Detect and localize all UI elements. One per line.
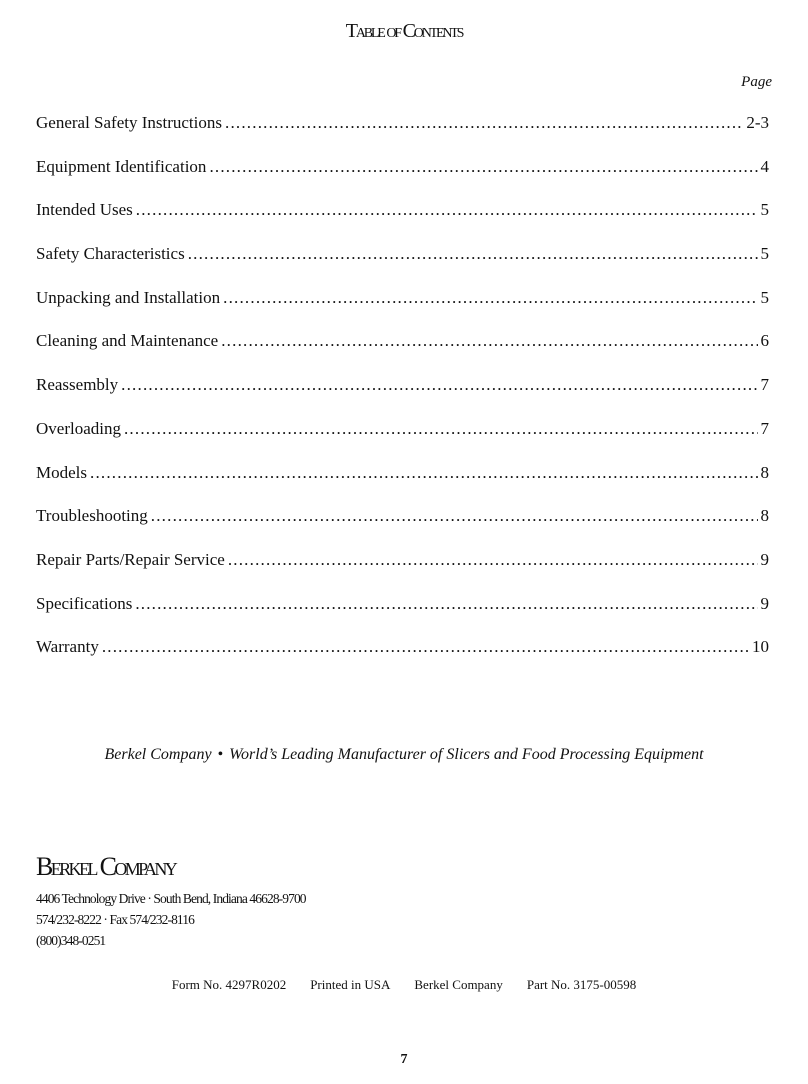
toc-entry bbox=[36, 244, 769, 288]
toc-entry-title: Intended Uses bbox=[36, 200, 133, 220]
company-phone-fax: 574/232-8222 · Fax 574/232-8116 bbox=[36, 912, 194, 927]
toc-entry bbox=[36, 463, 769, 507]
toc-entry-page: 5 bbox=[760, 244, 769, 264]
dot-leader bbox=[188, 244, 758, 264]
toc-entry bbox=[36, 375, 769, 419]
toc-entry-title: Equipment Identification bbox=[36, 156, 207, 176]
toc-entry bbox=[36, 288, 769, 332]
toc-entry bbox=[36, 594, 769, 638]
toc-entry bbox=[36, 113, 769, 157]
tagline bbox=[0, 746, 808, 764]
toc-entry bbox=[36, 550, 769, 594]
dot-leader bbox=[136, 200, 758, 220]
dot-leader bbox=[135, 594, 757, 614]
dot-leader bbox=[209, 157, 757, 177]
page-number: 7 bbox=[400, 1052, 408, 1067]
toc-entry-title: Models bbox=[36, 462, 87, 482]
dot-leader bbox=[228, 550, 758, 570]
toc-entry-title: Specifications bbox=[36, 593, 133, 613]
printed-in: Printed in USA bbox=[310, 977, 391, 992]
toc-entry-title: Reassembly bbox=[36, 375, 119, 395]
dot-leader bbox=[121, 375, 757, 395]
toc-entry-page: 6 bbox=[760, 331, 769, 351]
toc-entry-page: 10 bbox=[752, 637, 769, 657]
toc-entry bbox=[36, 506, 769, 550]
company-toll-free: (800)348-0251 bbox=[36, 933, 106, 948]
toc-entry-page: 7 bbox=[760, 375, 769, 395]
toc-entry bbox=[36, 331, 769, 375]
dot-leader bbox=[102, 637, 749, 657]
bullet-separator: • bbox=[217, 746, 224, 763]
toc-entry bbox=[36, 200, 769, 244]
toc-entry-page: 7 bbox=[760, 418, 769, 438]
tagline-company: Berkel Company bbox=[104, 746, 212, 763]
toc-entry-page: 2-3 bbox=[746, 113, 769, 132]
table-of-contents bbox=[36, 113, 769, 681]
dot-leader bbox=[221, 331, 757, 351]
form-number: Form No. 4297R0202 bbox=[171, 977, 287, 992]
dot-leader bbox=[223, 288, 757, 308]
tagline-slogan: World’s Leading Manufacturer of Slicers and Food Processing Equipment bbox=[229, 746, 704, 763]
toc-entry bbox=[36, 637, 769, 681]
page-column-label: Page bbox=[741, 74, 772, 90]
toc-entry-page: 8 bbox=[760, 462, 769, 482]
form-footer bbox=[0, 977, 808, 993]
page-title: Table of Contents bbox=[345, 20, 463, 42]
part-number: Part No. 3175-00598 bbox=[526, 977, 637, 992]
toc-entry-title: Unpacking and Installation bbox=[36, 287, 221, 307]
toc-entry-title: Warranty bbox=[36, 637, 99, 657]
company-address: 4406 Technology Drive · South Bend, Indiana 46628-9700 bbox=[36, 891, 306, 906]
toc-entry-title: Troubleshooting bbox=[36, 506, 148, 526]
toc-entry-title: Safety Characteristics bbox=[36, 244, 185, 264]
toc-entry-title: Cleaning and Maintenance bbox=[36, 331, 219, 351]
dot-leader bbox=[151, 506, 758, 526]
toc-entry-page: 5 bbox=[760, 287, 769, 307]
footer-company: Berkel Company bbox=[414, 977, 503, 992]
toc-entry-page: 8 bbox=[760, 506, 769, 526]
toc-entry-page: 4 bbox=[760, 156, 769, 176]
company-name: Berkel Company bbox=[36, 852, 176, 881]
toc-entry-page: 5 bbox=[760, 200, 769, 220]
toc-entry-title: Repair Parts/Repair Service bbox=[36, 549, 225, 569]
dot-leader bbox=[90, 463, 758, 483]
dot-leader bbox=[124, 419, 758, 439]
toc-entry-title: Overloading bbox=[36, 418, 121, 438]
toc-entry bbox=[36, 419, 769, 463]
toc-entry-page: 9 bbox=[760, 549, 769, 569]
toc-entry-page: 9 bbox=[760, 593, 769, 613]
toc-entry-title: General Safety Instructions bbox=[36, 113, 222, 132]
toc-entry bbox=[36, 157, 769, 201]
dot-leader bbox=[225, 113, 743, 133]
